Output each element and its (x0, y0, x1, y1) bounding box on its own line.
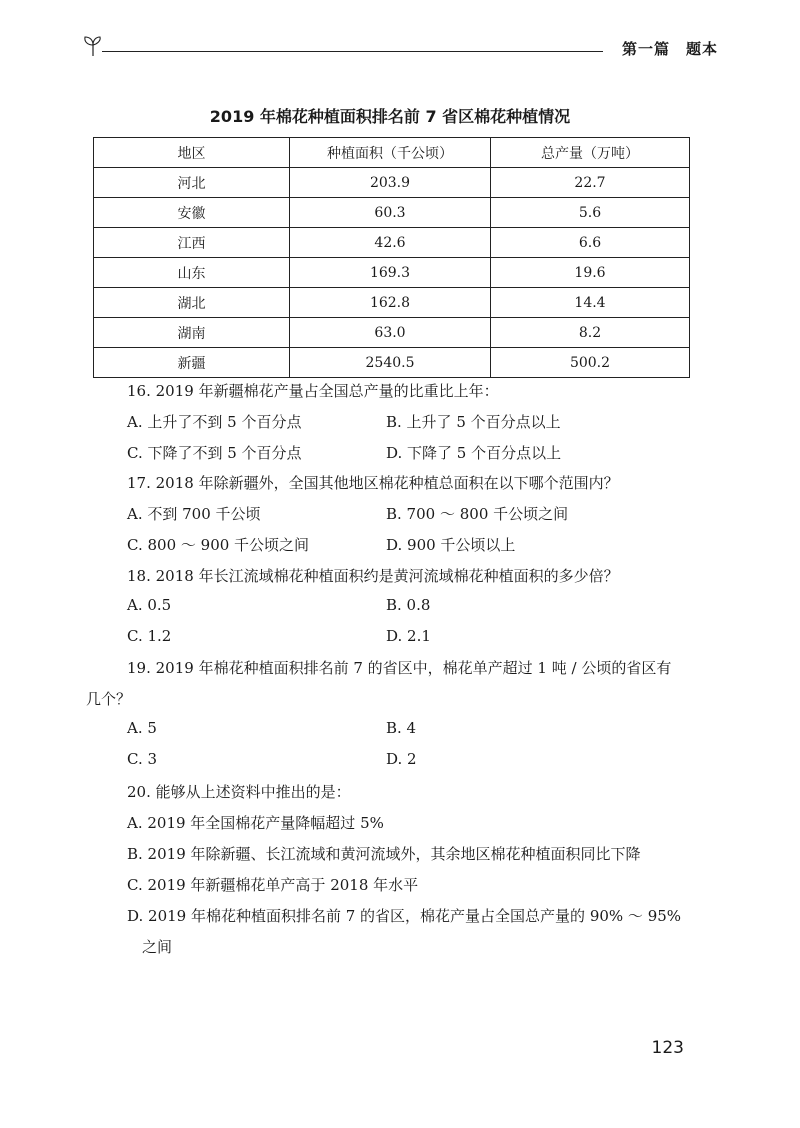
header-rule (102, 51, 603, 52)
question-20-option-d: D. 2019 年棉花种植面积排名前 7 的省区，棉花产量占全国总产量的 90% ～ 95% (127, 907, 682, 925)
question-19-option-d: D. 2 (386, 750, 417, 768)
question-17-option-b: B. 700 ～ 800 千公顷之间 (386, 505, 569, 523)
cell-area: 63.0 (290, 318, 491, 348)
question-18-option-a: A. 0.5 (127, 596, 172, 614)
page-number: 123 (651, 1038, 684, 1058)
question-20-option-c: C. 2019 年新疆棉花单产高于 2018 年水平 (127, 876, 419, 894)
question-19-option-b: B. 4 (386, 719, 417, 737)
table-row (94, 198, 690, 228)
question-20-option-a: A. 2019 年全国棉花产量降幅超过 5% (127, 814, 384, 832)
question-17-option-c: C. 800 ～ 900 千公顷之间 (127, 536, 310, 554)
cell-region: 湖北 (94, 288, 290, 318)
question-19-option-a: A. 5 (127, 719, 157, 737)
cell-output: 14.4 (491, 288, 690, 318)
cell-area: 169.3 (290, 258, 491, 288)
section-title: 第一篇 题本 (621, 40, 718, 58)
cell-output: 22.7 (491, 168, 690, 198)
sprout-icon (82, 34, 104, 58)
cell-area: 2540.5 (290, 348, 491, 378)
cell-output: 5.6 (491, 198, 690, 228)
question-20-option-d-continued: 之间 (142, 938, 173, 956)
question-18-option-d: D. 2.1 (386, 627, 431, 645)
question-17-option-a: A. 不到 700 千公顷 (127, 505, 261, 523)
question-16-option-c: C. 下降了不到 5 个百分点 (127, 444, 302, 462)
question-16-option-d: D. 下降了 5 个百分点以上 (386, 444, 562, 462)
column-header: 总产量（万吨） (491, 138, 690, 168)
cell-output: 6.6 (491, 228, 690, 258)
cell-area: 203.9 (290, 168, 491, 198)
question-20-option-b: B. 2019 年除新疆、长江流域和黄河流域外，其余地区棉花种植面积同比下降 (127, 845, 641, 863)
cell-region: 河北 (94, 168, 290, 198)
question-19-option-c: C. 3 (127, 750, 158, 768)
question-16-option-b: B. 上升了 5 个百分点以上 (386, 413, 561, 431)
question-16-stem: 16. 2019 年新疆棉花产量占全国总产量的比重比上年： (127, 382, 499, 400)
question-18-option-c: C. 1.2 (127, 627, 172, 645)
table-title: 2019 年棉花种植面积排名前 7 省区棉花种植情况 (209, 107, 571, 126)
table-row (94, 288, 690, 318)
column-header: 种植面积（千公顷） (290, 138, 491, 168)
table-row (94, 348, 690, 378)
cell-region: 山东 (94, 258, 290, 288)
question-20-stem: 20. 能够从上述资料中推出的是： (127, 783, 351, 801)
cell-output: 19.6 (491, 258, 690, 288)
cell-region: 安徽 (94, 198, 290, 228)
table-row (94, 318, 690, 348)
cell-output: 8.2 (491, 318, 690, 348)
cell-area: 60.3 (290, 198, 491, 228)
question-16-option-a: A. 上升了不到 5 个百分点 (127, 413, 302, 431)
page-header (82, 34, 718, 64)
table-header-row (94, 138, 690, 168)
table-row (94, 228, 690, 258)
table-row (94, 258, 690, 288)
column-header: 地区 (94, 138, 290, 168)
question-18-option-b: B. 0.8 (386, 596, 431, 614)
cell-area: 162.8 (290, 288, 491, 318)
question-17-stem: 17. 2018 年除新疆外，全国其他地区棉花种植总面积在以下哪个范围内？ (127, 474, 619, 492)
cell-region: 新疆 (94, 348, 290, 378)
question-17-option-d: D. 900 千公顷以上 (386, 536, 516, 554)
question-18-stem: 18. 2018 年长江流域棉花种植面积约是黄河流域棉花种植面积的多少倍？ (127, 567, 619, 585)
table-row (94, 168, 690, 198)
cotton-table (93, 137, 690, 378)
cell-region: 江西 (94, 228, 290, 258)
cell-region: 湖南 (94, 318, 290, 348)
cell-area: 42.6 (290, 228, 491, 258)
question-19-stem-continued: 几个？ (86, 690, 132, 708)
cell-output: 500.2 (491, 348, 690, 378)
question-19-stem: 19. 2019 年棉花种植面积排名前 7 的省区中，棉花单产超过 1 吨 / 公顷的省区有 (127, 659, 672, 677)
